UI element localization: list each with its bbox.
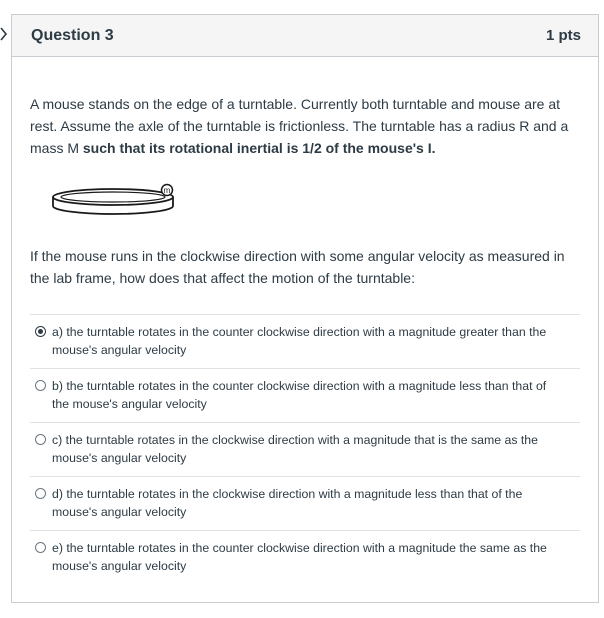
question-text-part1: A mouse stands on the edge of a turntable. Currently both turntable and mouse are at rest. Assume the axle of the turntable is frictionless. The turntable has a radius R and a mass M — [30, 96, 569, 156]
radio-button[interactable] — [35, 488, 46, 499]
question-card — [11, 14, 599, 603]
answer-label: c) the turntable rotates in the clockwise direction with a magnitude that is the same as the mouse's angular velocity — [52, 433, 538, 465]
answer-option[interactable] — [30, 476, 580, 530]
radio-button[interactable] — [35, 434, 46, 445]
answer-list — [30, 314, 580, 584]
answer-label: d) the turntable rotates in the clockwise direction with a magnitude less than that of the mouse's angular velocity — [52, 487, 523, 519]
question-text-bold: such that its rotational inertial is 1/2 of the mouse's I. — [82, 140, 436, 156]
answer-option[interactable] — [30, 368, 580, 422]
answer-label: b) the turntable rotates in the counter clockwise direction with a magnitude less than that of the mouse's angular velocity — [52, 379, 547, 411]
radio-button[interactable] — [35, 380, 46, 391]
question-text — [30, 57, 580, 159]
question-header — [12, 15, 598, 57]
question-title: Question 3 — [31, 26, 114, 44]
answer-option[interactable] — [30, 530, 580, 584]
answer-option[interactable] — [30, 422, 580, 476]
radio-button[interactable] — [35, 326, 46, 337]
answer-option[interactable] — [30, 314, 580, 368]
answer-label: a) the turntable rotates in the counter clockwise direction with a magnitude greater than the mouse's angular velocity — [52, 325, 547, 357]
mouse-label: m — [163, 186, 171, 195]
question-prompt: If the mouse runs in the clockwise direction with some angular velocity as measured in the lab frame, how does that affect the motion of the turntable: — [30, 248, 565, 286]
turntable-figure — [51, 182, 175, 216]
question-points: 1 pts — [545, 27, 581, 44]
question-body — [12, 57, 598, 584]
chevron-left-icon[interactable] — [0, 27, 8, 41]
radio-button[interactable] — [35, 542, 46, 553]
answer-label: e) the turntable rotates in the counter clockwise direction with a magnitude the same as the mouse's angular velocity — [52, 541, 547, 573]
